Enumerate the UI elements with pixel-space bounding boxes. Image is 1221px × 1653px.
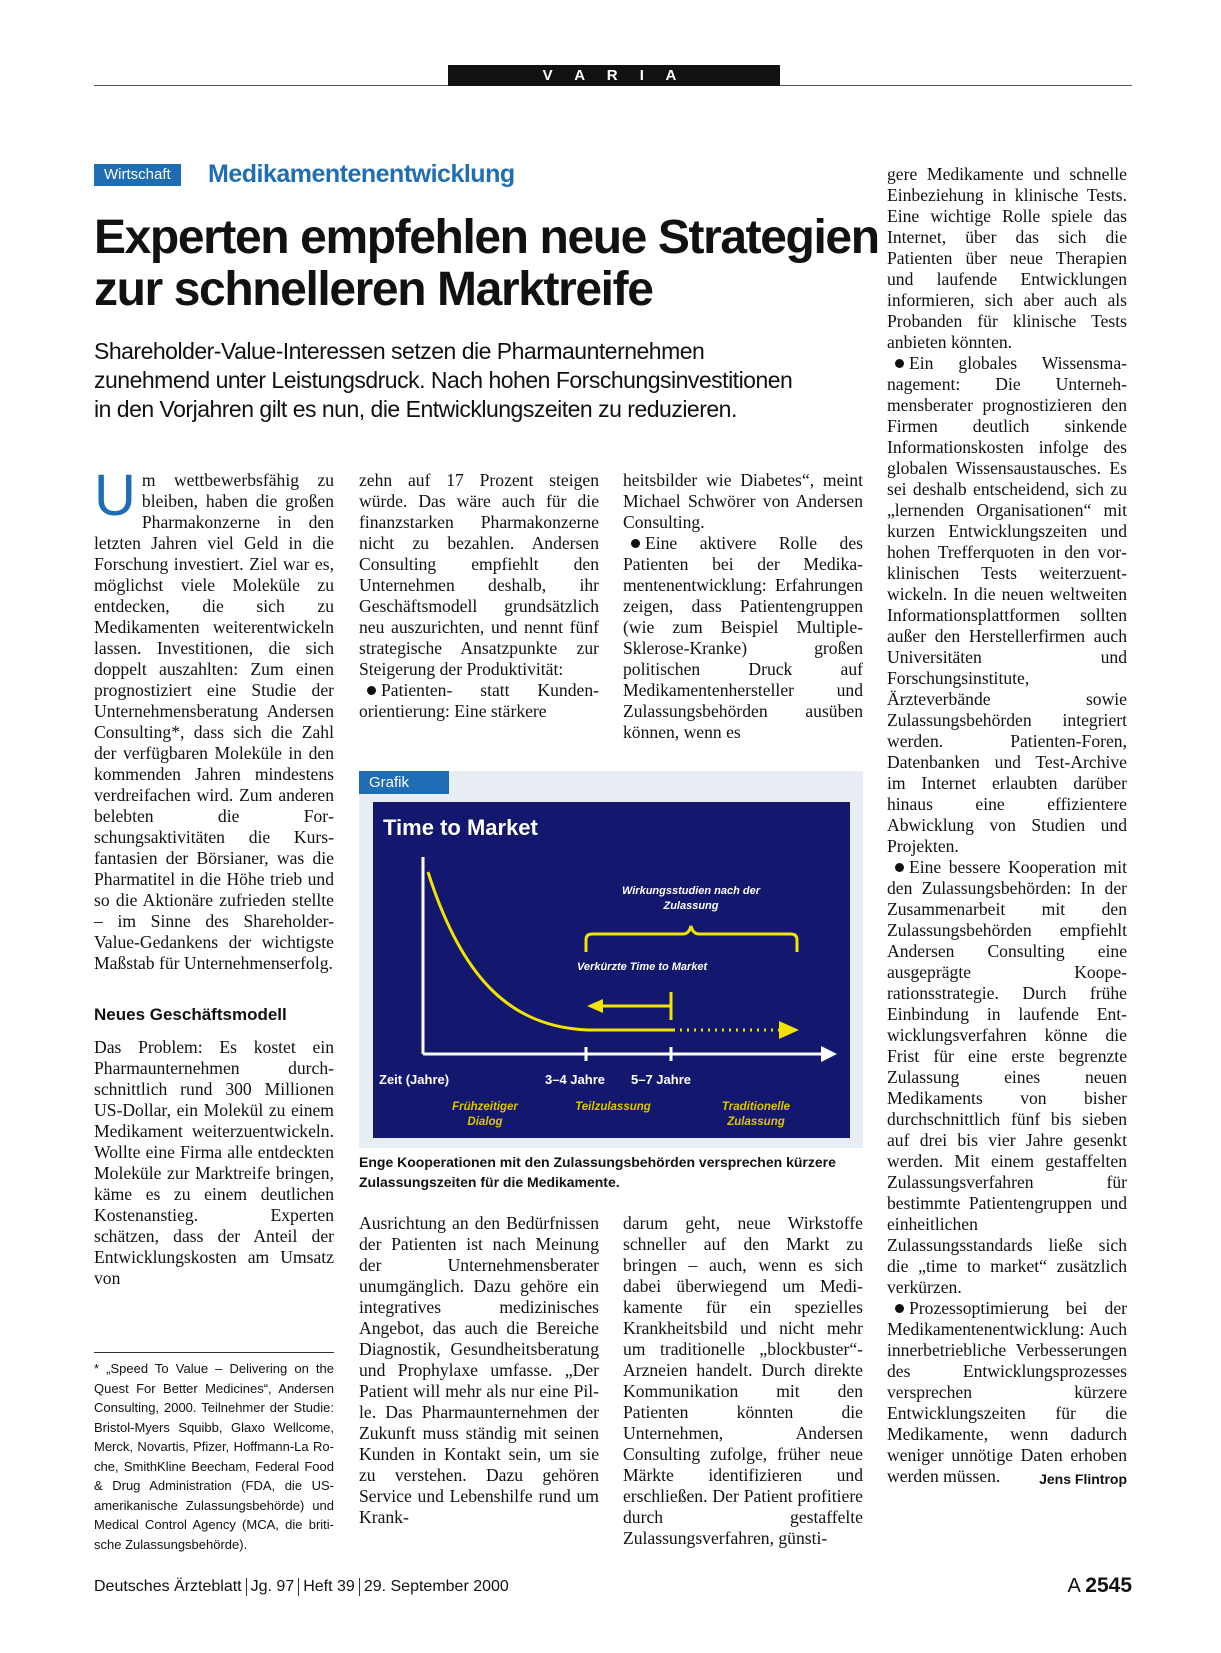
phase-1-line2: Dialog [467,1116,503,1128]
footnote: * „Speed To Value – Delivering on the Quest For Better Medicines“, Andersen Consulting, 2000. Teilnehmer der Studie: Bristol-Myers Squibb, Glaxo Wellcome, Merck, Novartis, Pfizer, Hoffmann-La Roche, SmithKline Beecham, Federal Food & Drug Administration (FDA, die US-amerikanische Zulassungsbehörde) und Medical Control Agency (MCA, die britische Zulassungsbehörde). [94,1352,334,1554]
paragraph [887,353,1127,857]
paragraph: gere Medikamente und schnelle Einbeziehung in klinische Tests. Eine wichtige Rolle spiele das Internet, über das sich die Patienten über neue Therapien und laufende Entwicklungen informieren, sich aber auch als Probanden für klinische Tests anbieten könnten. [887,164,1127,352]
paragraph: zehn auf 17 Prozent steigen würde. Das wäre auch für die finanzstarken Pharmakonzerne nicht zu bezahlen. Andersen Consulting empfiehlt den Unternehmen deshalb, ihr Geschäftsmodell grundsätzlich neu auszurichten, und nennt fünf strategische Ansatzpunkte zur Steigerung der Produktivität: [359,470,599,679]
page-number [1067,1574,1132,1598]
subheading: Neues Geschäftsmodell [94,1005,287,1024]
paragraph [887,857,1127,1298]
figure-label: Grafik [359,771,449,794]
figure-caption: Enge Kooperationen mit den Zulassungsbehörden versprechen kürzere Zulassungszeiten für die Medikamente. [359,1154,836,1190]
footer-separator [359,1578,360,1596]
paragraph: darum geht, neue Wirkstoffe schneller auf den Markt zu bringen – auch, wenn es sich dabei überwiegend um Medikamente für ein spezielles Krankheitsbild und nicht mehr um traditionelle „blockbuster“-Arzneien handelt. Durch direkte Kommunikation mit den Patienten könnten die Unternehmen, Andersen Consulting zufolge, früher neue Märkte identifizieren und erschließen. Der Patient profitiere durch gestaffelte Zulassungsverfahren, günsti- [623,1213,863,1548]
rubric-badge: Wirtschaft [94,164,181,186]
page-prefix: A [1067,1575,1080,1597]
column-1 [94,463,334,1289]
paragraph-text: Patienten- statt Kundenorientierung: Eine stärkere [359,680,599,721]
paragraph: heitsbilder wie Diabetes“, meint Michael Schwörer von Andersen Consulting. [623,470,863,532]
footer-separator [298,1578,299,1596]
section-label: V A R I A [448,65,780,86]
diagram-title: Time to Market [383,815,538,840]
page-value: 2545 [1085,1574,1132,1597]
issue: Heft 39 [303,1578,355,1596]
author: Jens Flintrop [1039,1471,1127,1487]
column-2-top [359,470,599,722]
kicker: Medikamentenentwicklung [208,160,515,188]
footer [94,1578,509,1596]
column-3-bottom [623,1213,863,1549]
column-2-bottom [359,1213,599,1528]
tick-1-label: 3–4 Jahre [545,1072,605,1087]
phase-1-line1: Frühzeitiger [452,1101,518,1113]
column-3-top [623,470,863,743]
bullet-icon [367,686,376,695]
paragraph: Ausrichtung an den Bedürfnissen der Patienten ist nach Meinung der Unternehmensberater unumgänglich. Dazu gehöre ein integratives medizinisches Angebot, das auch die Bereiche Diagnostik, Gesundheitsberatung und Prophylaxe umfasse. „Der Patient will mehr als nur eine Pille. Das Pharmaunternehmen der Zukunft muss ständig mit seinen Kunden in Kontakt sein, um sie zu verstehen. Dazu gehören Service und Lebenshilfe rund um Krank- [359,1213,599,1527]
x-axis-label: Zeit (Jahre) [379,1072,450,1087]
column-4 [887,164,1127,1490]
tick-2-label: 5–7 Jahre [631,1072,691,1087]
bracket-label-line2: Zulassung [663,900,719,912]
volume: Jg. 97 [250,1578,295,1596]
lead-paragraph: Shareholder-Value-Interessen setzen die Pharmaunternehmen zunehmend unter Leistungsdruck. Nach hohen Forschungsinvestitionen in den Vorjahren gilt es nun, die Entwicklungszeiten zu reduzieren. [94,338,793,422]
time-to-market-diagram [373,802,850,1138]
paragraph-text: Eine bessere Kooperation mit den Zulassungsbehörden: In der Zusammenarbeit mit den Zulassungsbehörden empfiehlt Andersen Consulting eine ausgeprägte Kooperationsstrategie. Durch frühe Einbindung in laufende Entwicklungsverfahren könne die Frist für eine erste begrenzte Zulassung eines neuen Medikaments von bisher durchschnittlich fünf bis sieben auf drei bis vier Jahre gesenkt werden. Mit einem gestaffelten Zulassungsverfahren für bestimmte Patientengruppen und einheitlichen Zulassungsstandards ließe sich die „time to market“ zusätzlich verkürzen. [887,857,1127,1297]
bullet-icon [895,1304,904,1313]
phase-3-line2: Zulassung [727,1116,785,1128]
phase-3-line1: Traditionelle [721,1101,791,1113]
paragraph [94,463,334,974]
phase-2: Teilzulassung [575,1101,651,1113]
drop-cap: U [94,463,136,528]
paragraph: Das Problem: Es kostet ein Pharmaunternehmen durchschnittlich rund 300 Millionen US-Dollar, ein Molekül zu einem Medikament weiterzuentwickeln. Wollte eine Firma alle entdeckten Moleküle zur Marktreife bringen, käme es zu einem deutlichen Kostenanstieg. Experten schätzen, dass der Anteil der Entwicklungskosten am Umsatz von [94,1037,334,1288]
bracket-label-line1: Wirkungsstudien nach der [621,885,761,897]
arrow-label: Verkürzte Time to Market [577,961,708,973]
paragraph-text: Eine aktivere Rolle des Patienten bei der Medikamentenentwicklung: Erfahrungen zeigen, dass Patientengruppen (wie zum Beispiel Multiple-Sklerose-Kranke) großen politischen Druck auf Medikamentenhersteller und Zulassungsbehörden ausüben können, wenn es [623,533,863,742]
footer-separator [246,1578,247,1596]
bullet-icon [895,863,904,872]
paragraph-text: Prozessoptimierung bei der Medikamentenentwicklung: Auch innerbetriebliche Verbesserungen des Entwicklungsprozesses versprechen kürzere Entwicklungszeiten für die Medikamente, wenn dadurch weniger unnötige Daten erhoben werden müssen. [887,1298,1127,1486]
issue-date: 29. September 2000 [363,1578,509,1596]
paragraph [359,680,599,722]
headline: Experten empfehlen neue Strategien zur schnelleren Marktreife [94,211,879,316]
paragraph-text: Ein globales Wissensmanagement: Die Unternehmensberater prognostizieren den Firmen deutlich sinkende Informationskosten infolge des globalen Wissensaustausches. Es sei deshalb entscheidend, sich zu „lernenden Organisationen“ mit kurzen Entwicklungszeiten und hohen Trefferquoten in den vorklinischen Tests weiterzuentwickeln. In die neuen weltweiten Informationsplattformen sollten außer den Herstellerfirmen auch Universitäten und Forschungsinstitute, Ärzteverbände sowie Zulassungsbehörden integriert werden. Patienten-Foren, Datenbanken und Test-Archive im Internet erlaubten darüber hinaus eine effizientere Abwicklung von Studien und Projekten. [887,353,1127,856]
bullet-icon [895,359,904,368]
paragraph [623,533,863,743]
paragraph [887,1298,1127,1487]
paragraph-text: m wettbewerbsfähig zu bleiben, haben die großen Pharmakonzerne in den letzten Jahren viel Geld in die Forschung investiert. Ziel war es, möglichst viele Moleküle zu entdecken, die sich zu Medikamenten weiterentwickeln lassen. Investitionen, die sich doppelt auszahlten: Zum einen prognostiziert eine Studie der Unternehmensberatung Andersen Consulting*, dass sich die Zahl der verfügbaren Moleküle in den kommenden Jahren mindestens verdreifachen wird. Zum anderen belebten die Forschungsaktivitäten die Kursfantasien der Börsianer, was die Pharmatitel in die Höhe trieb und so die Aktionäre zufrieden stellte – im Sinne des Shareholder-Value-Gedankens der wichtigste Maßstab für Unternehmenserfolg. [94,470,334,973]
journal-name: Deutsches Ärzteblatt [94,1578,242,1596]
bullet-icon [631,539,640,548]
